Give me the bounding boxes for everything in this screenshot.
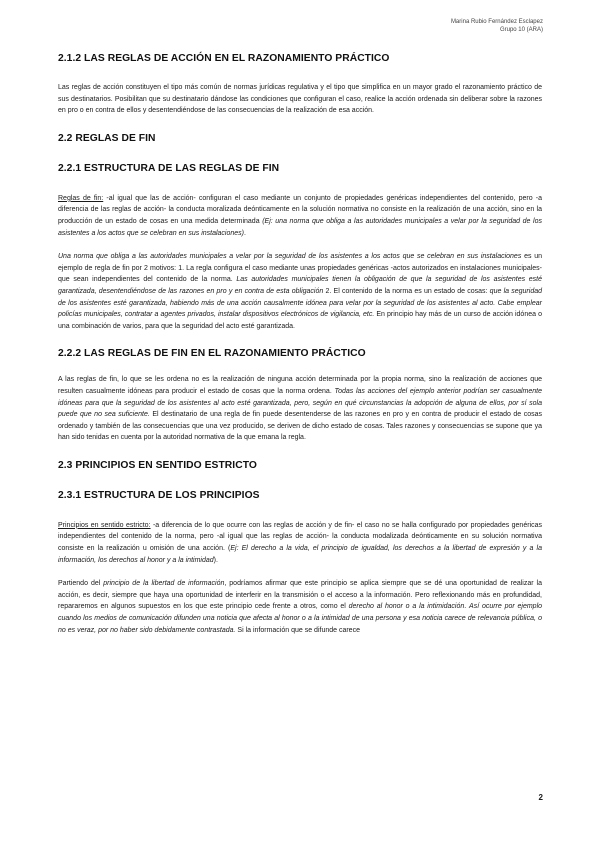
paragraph-action-rules-reasoning: Las reglas de acción constituyen el tipo más común de normas jurídicas regulativa y el tipo que simplifica en un mayor grado el razonamiento práctico de sus destinatarios. Posibilitan que su destinatario dándose las condiciones que configuran el caso, realice la acción ordenada sin deliberar sobre la razones en pro o en contra de ellos y desentendiéndose de las consecuencias de la realización de esa acción. [58, 84, 542, 115]
term-label: Reglas de fin: [58, 194, 104, 202]
page-header [451, 18, 543, 34]
heading-2-3: 2.3 PRINCIPIOS EN SENTIDO ESTRICTO [58, 459, 257, 471]
heading-2-1-2: 2.1.2 LAS REGLAS DE ACCIÓN EN EL RAZONAMIENTO PRÁCTICO [58, 53, 390, 64]
heading-2-2-1: 2.2.1 ESTRUCTURA DE LAS REGLAS DE FIN [58, 162, 280, 174]
example-text: (Ej: una norma que obliga a las autoridades municipales a velar por la seguridad de los asistentes a los actos que se celebran en sus instalaciones) [58, 217, 542, 237]
term-label: Principios en sentido estricto: [58, 521, 151, 529]
group-label: Grupo 10 (ARA) [499, 27, 543, 33]
heading-2-2-2: 2.2.2 LAS REGLAS DE FIN EN EL RAZONAMIENTO PRÁCTICO [58, 348, 366, 360]
paragraph-end-rules-example: Una norma que obliga a las autoridades municipales a velar por la seguridad de los asistentes a los actos que se celebran en sus instalaciones es un ejemplo de regla de fin por 2 motivos: 1. La regla configura el caso mediante unas propiedades genéricas -actos autorizados en instalaciones municipales- que sean independientes del contenido de la norma. Las autoridades municipales tienen la obligación de que la seguridad de los asistentes esté garantizada, desentendiéndose de las razones en pro y en contra de esta obligación 2. El contenido de la norma es un estado de cosas: que la seguridad de los asistentes esté garantizada, habiendo más de una acción causalmente idónea para velar por la seguridad de los asistentes al acto. Cabe emplear policías municipales, contratar a agentes privados, instalar dispositivos electrónicos de vigilancia, etc. En principio hay más de un curso de acción idónea o una combinación de varios, para que la seguridad del acto esté garantizada. [58, 253, 542, 330]
paragraph-end-rules-definition: Reglas de fin: -al igual que las de acción- configuran el caso mediante un conjunto de propiedades genéricas independientes del contenido, pero -a diferencia de las reglas de acción- la conducta moralizada deónticamente en la solución normativa no consiste en la realización de una acción, sino en la producción de un estado de cosas en una medida determinada (Ej: una norma que obliga a las autoridades municipales a velar por la seguridad de los asistentes a los actos que se celebran en sus instalaciones). [58, 194, 542, 237]
page-content [58, 52, 542, 636]
page-number: 2 [538, 793, 543, 802]
heading-2-3-1: 2.3.1 ESTRUCTURA DE LOS PRINCIPIOS [58, 489, 260, 501]
heading-2-2: 2.2 REGLAS DE FIN [58, 132, 156, 144]
paragraph-principles-example: Partiendo del principio de la libertad de información, podríamos afirmar que este principio se aplica siempre que se dé una oportunidad de realizar la acción, es decir, siempre que haya una oportunidad de interferir en la transmisión o el acceso a la información. Pero reflexionando más en profundidad, repararemos en algunos supuestos en los que este principio cede frente a otros, como el derecho al honor o a la intimidación. Así ocurre por ejemplo cuando los medios de comunicación difunden una noticia que afecta al honor o a la intimidad de una persona y esa noticia carece de relevancia pública, o no es veraz, por no haber sido debidamente contrastada. Si la información que se difunde carece [58, 580, 543, 634]
paragraph-principles-definition: Principios en sentido estricto: -a diferencia de lo que ocurre con las reglas de acción y de fin- el caso no se halla configurado por propiedades genéricas independientes del contenido de la norma, pero -al igual que las reglas de acción- la conducta modalizada deónticamente en su solución normativa consiste en la realización u omisión de una acción. (Ej: El derecho a la vida, el principio de igualdad, los derechos a la libertad de expresión y a la información, los derechos al honor y a la intimidad). [58, 521, 543, 564]
example-text: Ej: El derecho a la vida, el principio de igualdad, los derechos a la libertad de expresión y a la información, los derechos al honor y a la intimidad [58, 545, 542, 564]
paragraph-end-rules-reasoning: A las reglas de fin, lo que se les ordena no es la realización de ninguna acción determinada por la propia norma, sino la realización de acciones que resulten casualmente idóneas para producir el estado de cosas que la norma ordena. Todas las acciones del ejemplo anterior podrían ser casualmente idóneas para que la seguridad de los asistentes al acto esté garantizada, pero, según en qué circunstancias la adopción de alguna de ellos, por sí sola puede que no sea suficiente. El destinatario de una regla de fin puede desentenderse de las razones en pro y en contra de producir el estado de cosas ordenado y también de las consecuencias que una vez producido, se deriven de dicho estado de cosas. Tales razones y consecuencias se supone que ya han sido tenidas en cuenta por la autoridad normativa de la que emana la regla. [58, 376, 543, 442]
author-name: Marina Rubio Fernández Esclapez [450, 19, 543, 25]
